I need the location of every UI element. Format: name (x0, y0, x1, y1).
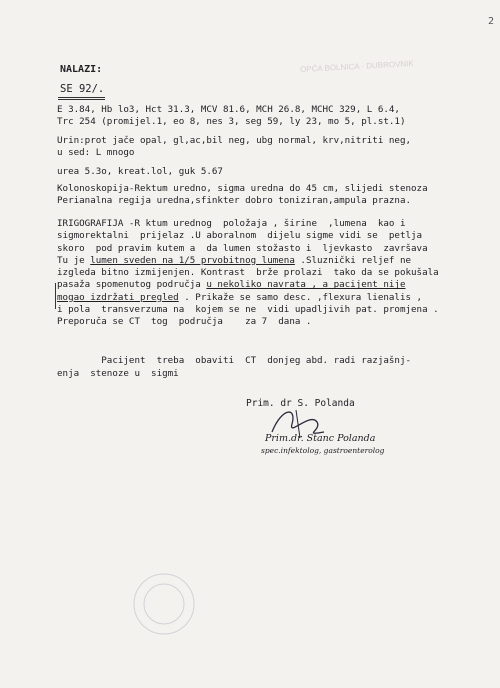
doctor-name: Prim. dr S. Polanda (246, 398, 355, 409)
bleed-through-text: OPĆA BOLNICA · DUBROVNIK (299, 59, 414, 74)
irigography-paragraph (57, 218, 477, 329)
urine-results-line-1: Urin:prot jače opal, gl,ac,bil neg, ubg normal, krv,nitriti neg, (57, 135, 412, 146)
bleed-through-stamp (120, 560, 199, 650)
irigography-line-7-end: . Prikaže se samo desc. ,flexura lienalis , (178, 291, 423, 303)
irigography-line-2: sigmorektalni prijelaz .U aboralnom dijelu sigme vidi se petlja (57, 230, 423, 242)
irigography-line-4-start: Tu je (57, 254, 91, 266)
recommendation-line-2: enja stenoze u sigmi (57, 368, 179, 379)
colonoscopy-line-1: Kolonoskopija-Rektum uredno, sigma uredna do 45 cm, slijedi stenoza (57, 183, 428, 194)
se-underline-double (58, 99, 105, 100)
stamp-doctor-title: spec.infektolog, gastroenterolog (261, 446, 385, 455)
lab-results-line-2: Trc 254 (promijel.1, eo 8, nes 3, seg 59, ly 23, mo 5, pl.st.1) (57, 116, 406, 127)
lab-results-line-1: E 3.84, Hb lo3, Hct 31.3, MCV 81.6, MCH 26.8, MCHC 329, L 6.4, (57, 104, 400, 115)
section-heading: NALAZI: (60, 64, 103, 75)
irigography-line-8: i pola transverzuma na kojem se ne vidi upadljivih pat. promjena . (57, 304, 439, 316)
irigography-line-4 (57, 255, 477, 267)
irigography-line-5: izgleda bitno izmijenjen. Kontrast brže prolazi tako da se pokušala (57, 267, 439, 279)
irigography-line-6-start: pasaža spomenutog područja (57, 279, 207, 291)
underlined-finding-attempts: u nekoliko navrata , a pacijent nije (206, 279, 406, 291)
stamp-doctor-name: Prim.dr. Stanc Polanda (265, 433, 376, 444)
irigography-line-7 (57, 292, 477, 304)
urine-results-line-2: u sed: L mnogo (57, 147, 135, 158)
underlined-finding-tolerance: mogao izdržati pregled (57, 291, 179, 303)
margin-bracket (55, 283, 58, 309)
underlined-finding-lumen: lumen sveden na 1/5 prvobitnog lumena (90, 254, 295, 266)
se-underline (58, 97, 105, 98)
irigography-line-6 (57, 279, 477, 291)
irigography-line-1: IRIGOGRAFIJA -R ktum urednog položaja , širine ,lumena kao i (57, 218, 406, 229)
irigography-line-9: Preporuča se CT tog područja za 7 dana . (57, 316, 312, 328)
se-label: SE 92/. (60, 83, 105, 95)
irigography-line-3: skoro pod pravim kutem a da lumen stožasto i ljevkasto završava (57, 242, 428, 254)
irigography-line-4-end: .Sluznički reljef ne (294, 254, 412, 266)
urea-results-line: urea 5.3o, kreat.lol, guk 5.67 (57, 166, 223, 177)
colonoscopy-line-2: Perianalna regija uredna,sfinkter dobro toniziran,ampula prazna. (57, 195, 412, 206)
recommendation-line-1: Pacijent treba obaviti CT donjeg abd. radi razjašnj- (57, 355, 412, 366)
page-number: 2 (487, 16, 494, 27)
